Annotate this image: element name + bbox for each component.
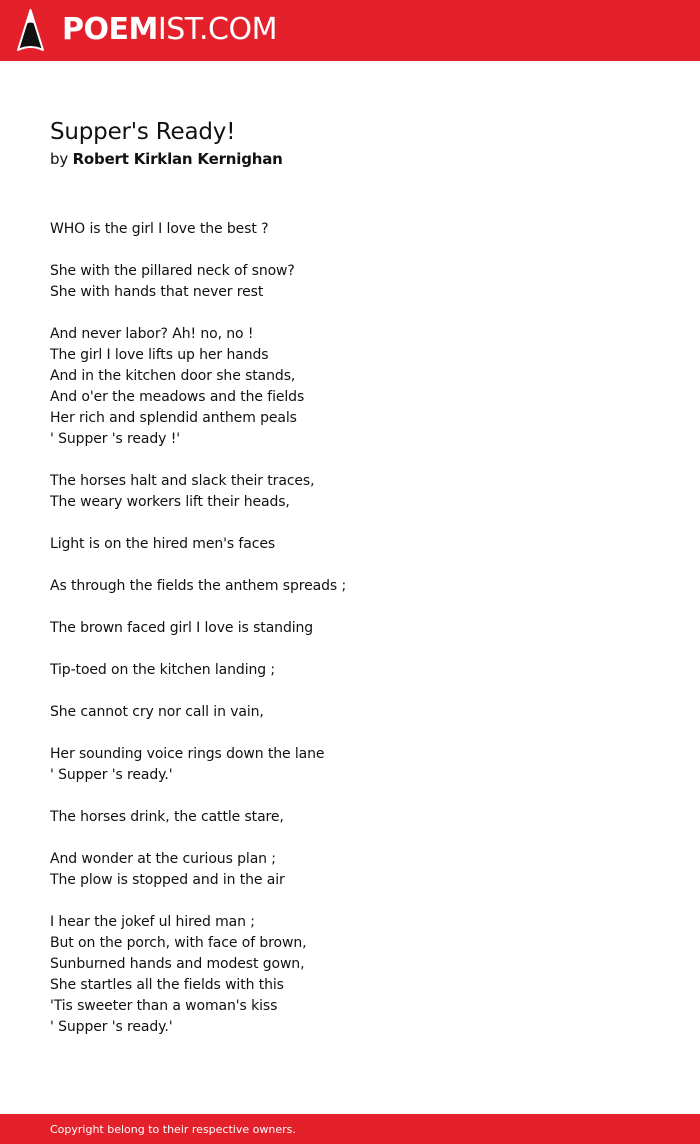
site-logo[interactable] bbox=[62, 12, 277, 48]
poem-line: ' Supper 's ready !' bbox=[50, 431, 180, 447]
poem-title: Supper's Ready! bbox=[50, 119, 236, 145]
poem-line: And wonder at the curious plan ; bbox=[50, 851, 276, 867]
poem-line: ' Supper 's ready.' bbox=[50, 767, 173, 783]
stanza-gap bbox=[50, 555, 650, 576]
poem-line: The brown faced girl I love is standing bbox=[50, 620, 314, 636]
poem-line: Sunburned hands and modest gown, bbox=[50, 956, 305, 972]
poem-line: And o'er the meadows and the fields bbox=[50, 389, 305, 405]
brand-light: IST.COM bbox=[157, 12, 277, 47]
poem-line: The weary workers lift their heads, bbox=[50, 494, 290, 510]
pencil-tip-icon[interactable] bbox=[17, 9, 44, 52]
poem-line: And never labor? Ah! no, no ! bbox=[50, 326, 254, 342]
poem-line: Light is on the hired men's faces bbox=[50, 536, 276, 552]
poem-line: ' Supper 's ready.' bbox=[50, 1019, 173, 1035]
poem-line: As through the fields the anthem spreads ; bbox=[50, 578, 347, 594]
poem-line: I hear the jokef ul hired man ; bbox=[50, 914, 255, 930]
poem-line: The horses halt and slack their traces, bbox=[50, 473, 315, 489]
poem-line: She with hands that never rest bbox=[50, 284, 264, 300]
byline bbox=[50, 148, 283, 170]
stanza-gap bbox=[50, 891, 650, 912]
poem-line: And in the kitchen door she stands, bbox=[50, 368, 296, 384]
stanza-gap bbox=[50, 681, 650, 702]
poem-line: 'Tis sweeter than a woman's kiss bbox=[50, 998, 278, 1014]
author-name: Robert Kirklan Kernighan bbox=[72, 150, 283, 168]
site-footer bbox=[0, 1114, 700, 1144]
stanza-gap bbox=[50, 639, 650, 660]
poem-line: Tip-toed on the kitchen landing ; bbox=[50, 662, 276, 678]
stanza-gap bbox=[50, 303, 650, 324]
stanza-gap bbox=[50, 450, 650, 471]
poem-line: The horses drink, the cattle stare, bbox=[50, 809, 284, 825]
stanza-gap bbox=[50, 786, 650, 807]
poem-line: Her rich and splendid anthem peals bbox=[50, 410, 297, 426]
site-header bbox=[0, 0, 700, 61]
poem-line: She cannot cry nor call in vain, bbox=[50, 704, 264, 720]
copyright-text: Copyright belong to their respective owners. bbox=[50, 1123, 296, 1136]
stanza-gap bbox=[50, 240, 650, 261]
poem-line: She with the pillared neck of snow? bbox=[50, 263, 295, 279]
brand-bold: POEM bbox=[62, 12, 158, 47]
by-label: by bbox=[50, 150, 68, 168]
poem-line: But on the porch, with face of brown, bbox=[50, 935, 307, 951]
poem-body bbox=[50, 219, 650, 1038]
stanza-gap bbox=[50, 597, 650, 618]
poem-line: WHO is the girl I love the best ? bbox=[50, 221, 269, 237]
stanza-gap bbox=[50, 828, 650, 849]
stanza-gap bbox=[50, 513, 650, 534]
stanza-gap bbox=[50, 723, 650, 744]
poem-line: Her sounding voice rings down the lane bbox=[50, 746, 325, 762]
poem-line: The plow is stopped and in the air bbox=[50, 872, 285, 888]
poem-line: The girl I love lifts up her hands bbox=[50, 347, 269, 363]
poem-line: She startles all the fields with this bbox=[50, 977, 284, 993]
